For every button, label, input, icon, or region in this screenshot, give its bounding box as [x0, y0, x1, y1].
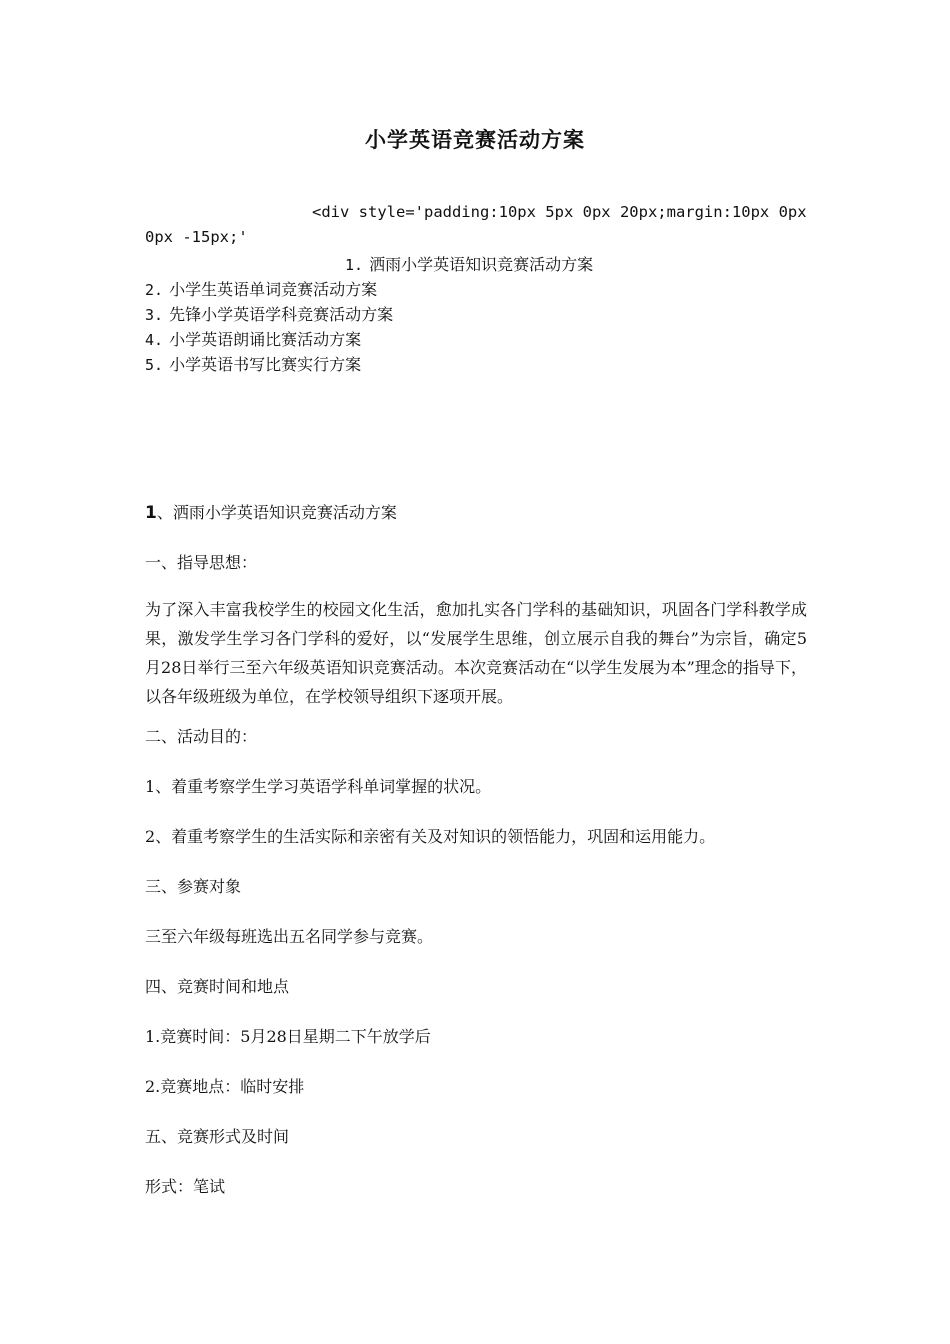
toc-item-number: 4.: [145, 331, 164, 349]
toc-item-5: [145, 352, 361, 375]
toc-item-4: [145, 327, 361, 350]
code-snippet-line-2: 0px -15px;': [145, 228, 248, 246]
toc-item-number: 2.: [145, 281, 164, 299]
guiding-paragraph: 为了深入丰富我校学生的校园文化生活，愈加扎实各门学科的基础知识，巩固各门学科教学成果，激发学生学习各门学科的爱好，以“发展学生思维，创立展示自我的舞台”为宗旨，确定5月28日举行三至六年级英语知识竞赛活动。本次竞赛活动在“以学生发展为本”理念的指导下，以各年级班级为单位，在学校领导组织下逐项开展。: [145, 600, 807, 706]
toc-item-text: 小学英语朗诵比赛活动方案: [169, 330, 362, 349]
guiding-heading: 一、指导思想：: [145, 553, 258, 572]
toc-item-text: 洒雨小学英语知识竞赛活动方案: [369, 255, 594, 274]
participants-text: 三至六年级每班选出五名同学参与竞赛。: [145, 927, 434, 946]
toc-item-text: 小学生英语单词竞赛活动方案: [169, 280, 378, 299]
purpose-item-2: 2、着重考察学生的生活实际和亲密有关及对知识的领悟能力，巩固和运用能力。: [145, 827, 716, 846]
toc-item-1: [345, 252, 593, 275]
toc-item-2: [145, 277, 377, 300]
format-text: 形式：笔试: [145, 1177, 226, 1196]
toc-item-text: 小学英语书写比赛实行方案: [169, 355, 362, 374]
purpose-heading: 二、活动目的：: [145, 727, 258, 746]
document-title: 小学英语竞赛活动方案: [365, 127, 585, 152]
section-heading-text: 、洒雨小学英语知识竞赛活动方案: [156, 503, 397, 522]
toc-item-number: 1.: [345, 256, 364, 274]
toc-item-number: 5.: [145, 356, 164, 374]
toc-item-text: 先锋小学英语学科竞赛活动方案: [169, 305, 394, 324]
place-text: 2.竞赛地点：临时安排: [145, 1077, 305, 1096]
toc-item-3: [145, 302, 393, 325]
time-text: 1.竞赛时间：5月28日星期二下午放学后: [145, 1027, 431, 1046]
purpose-item-1: 1、着重考察学生学习英语学科单词掌握的状况。: [145, 777, 492, 796]
time-place-heading: 四、竞赛时间和地点: [145, 977, 290, 996]
format-heading: 五、竞赛形式及时间: [145, 1127, 290, 1146]
section-number: 1: [145, 503, 157, 523]
toc-item-number: 3.: [145, 306, 164, 324]
code-snippet-line-1: <div style='padding:10px 5px 0px 20px;margin:10px 0px: [312, 203, 807, 221]
participants-heading: 三、参赛对象: [145, 877, 242, 896]
section-heading: [145, 500, 397, 523]
